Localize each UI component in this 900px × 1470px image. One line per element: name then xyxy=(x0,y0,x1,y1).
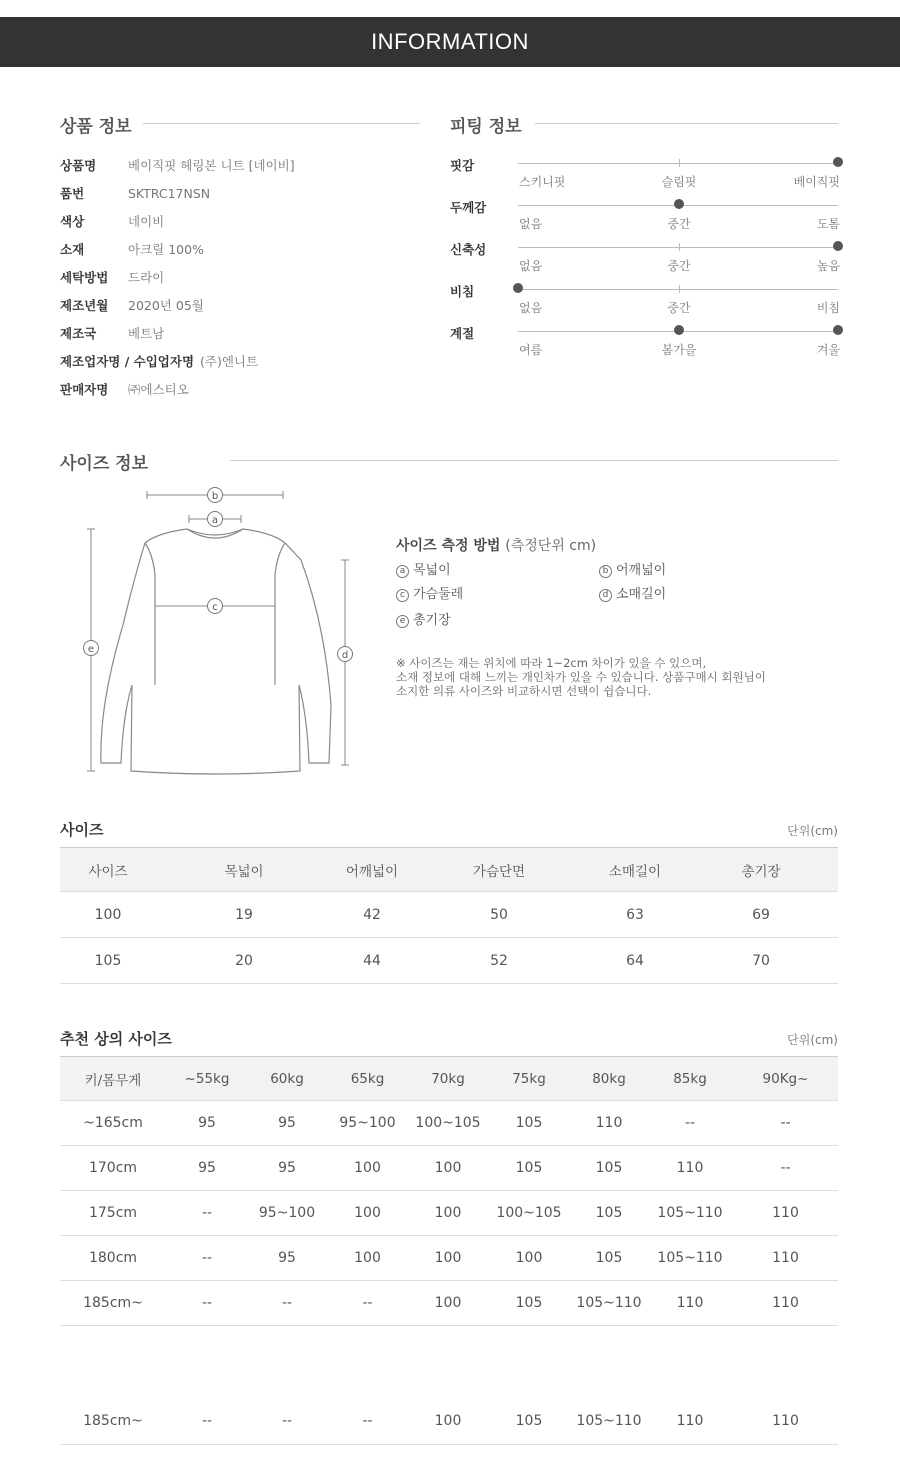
fitting-scale-track xyxy=(518,289,838,290)
table-header-cell: 총기장 xyxy=(684,848,838,892)
table-cell: 95~100 xyxy=(248,1191,326,1236)
table-header-cell: 목넓이 xyxy=(156,848,332,892)
table-cell: -- xyxy=(733,1101,838,1146)
table-header-cell: 어깨넓이 xyxy=(332,848,412,892)
table-cell: 185cm~ xyxy=(60,1398,166,1444)
table-header-cell: 키/몸무게 xyxy=(60,1057,166,1101)
shoulder-seam-left xyxy=(145,543,155,685)
fitting-row xyxy=(450,282,850,322)
garment-diagram xyxy=(75,485,375,785)
table-cell: -- xyxy=(326,1398,409,1444)
fitting-row xyxy=(450,156,850,196)
fitting-option-label: 중간 xyxy=(667,301,691,315)
table-cell: 105~110 xyxy=(647,1236,733,1281)
size-info-title: 사이즈 정보 xyxy=(60,454,149,474)
size-note-line: 소지한 의류 사이즈와 비교하시면 선택이 쉽습니다. xyxy=(396,684,652,698)
measure-item xyxy=(599,586,666,604)
measure-label: 목넓이 xyxy=(413,563,451,578)
size-table-header xyxy=(60,848,838,892)
table-cell: 110 xyxy=(647,1281,733,1326)
table-row xyxy=(60,1398,838,1444)
table-row xyxy=(60,938,838,984)
table-cell: 105~110 xyxy=(571,1281,647,1326)
rec-table-title: 추천 상의 사이즈 xyxy=(60,1030,172,1048)
measure-label: 총기장 xyxy=(413,613,451,628)
table-cell: 100 xyxy=(409,1146,487,1191)
recommend-table xyxy=(60,1056,838,1326)
fitting-option-label: 스키니핏 xyxy=(519,175,566,189)
fitting-option-label: 여름 xyxy=(519,343,543,357)
product-info-label: 제조업자명 / 수입업자명 xyxy=(60,354,195,369)
product-info-label: 색상 xyxy=(60,214,85,229)
table-header-cell: 60kg xyxy=(248,1057,326,1101)
table-cell: -- xyxy=(166,1281,248,1326)
table-row xyxy=(60,1101,838,1146)
banner-title: INFORMATION xyxy=(371,29,529,54)
fitting-option-label: 겨울 xyxy=(816,343,840,357)
fitting-marker xyxy=(833,241,843,251)
table-cell: 42 xyxy=(332,892,412,938)
product-info-label: 제조년월 xyxy=(60,298,109,313)
measure-item xyxy=(396,612,451,630)
fitting-option-label: 봄가을 xyxy=(661,343,697,357)
table-cell: 170cm xyxy=(60,1146,166,1191)
table-cell: 100 xyxy=(409,1191,487,1236)
product-info-value: SKTRC17NSN xyxy=(128,186,211,201)
table-header-cell: 85kg xyxy=(647,1057,733,1101)
product-info-row xyxy=(60,157,420,175)
fitting-scale-tick xyxy=(679,285,680,293)
product-info-value: 드라이 xyxy=(128,270,165,285)
table-cell: 185cm~ xyxy=(60,1281,166,1326)
fitting-option-label: 없음 xyxy=(519,301,543,315)
table-header-cell: 90Kg~ xyxy=(733,1057,838,1101)
table-cell: 100 xyxy=(326,1236,409,1281)
fitting-info-divider xyxy=(535,123,838,124)
table-cell: 105 xyxy=(571,1236,647,1281)
table-cell: 95 xyxy=(166,1146,248,1191)
table-header-cell: 70kg xyxy=(409,1057,487,1101)
fitting-info-title: 피팅 정보 xyxy=(450,117,522,137)
size-table-unit: 단위(cm) xyxy=(787,824,838,838)
product-info-row xyxy=(60,241,420,259)
product-info-value: 베트남 xyxy=(128,326,165,341)
measure-label: 어깨넓이 xyxy=(616,563,667,578)
table-cell: 95 xyxy=(248,1101,326,1146)
table-cell: 110 xyxy=(733,1281,838,1326)
diagram-letter-e: e xyxy=(87,644,95,655)
table-header-cell: 65kg xyxy=(326,1057,409,1101)
product-info-label: 소재 xyxy=(60,242,85,257)
diagram-letter-c: c xyxy=(212,602,218,613)
table-row xyxy=(60,892,838,938)
table-cell: -- xyxy=(326,1281,409,1326)
table-cell: 44 xyxy=(332,938,412,984)
table-cell: 110 xyxy=(647,1146,733,1191)
measure-letter-badge: b xyxy=(599,565,612,578)
table-cell: 100 xyxy=(60,892,156,938)
recommend-table-header xyxy=(60,1057,838,1101)
garment-outline xyxy=(101,529,331,774)
table-cell: 110 xyxy=(571,1101,647,1146)
measure-label: 소매길이 xyxy=(616,587,667,602)
table-row xyxy=(60,1191,838,1236)
table-cell: -- xyxy=(166,1398,248,1444)
table-cell: 63 xyxy=(586,892,684,938)
fitting-row xyxy=(450,240,850,280)
fitting-marker xyxy=(513,283,523,293)
table-cell: 105~110 xyxy=(571,1398,647,1444)
fitting-option-label: 비침 xyxy=(816,301,840,315)
table-cell: 100 xyxy=(326,1191,409,1236)
table-cell: -- xyxy=(733,1146,838,1191)
measure-label: 가슴둘레 xyxy=(413,587,464,602)
table-cell: 100~105 xyxy=(409,1101,487,1146)
table-cell: 95 xyxy=(248,1236,326,1281)
table-cell: 105 xyxy=(487,1146,571,1191)
information-banner xyxy=(0,17,900,67)
measure-letter-badge: c xyxy=(396,589,409,602)
fitting-option-label: 없음 xyxy=(519,259,543,273)
table-cell: -- xyxy=(647,1101,733,1146)
table-header-cell: 사이즈 xyxy=(60,848,156,892)
product-info-value: (주)엔니트 xyxy=(200,354,259,369)
product-info-label: 제조국 xyxy=(60,326,97,341)
table-row xyxy=(60,1281,838,1326)
table-cell: 105 xyxy=(571,1191,647,1236)
table-cell: 100~105 xyxy=(487,1191,571,1236)
table-cell: 100 xyxy=(487,1236,571,1281)
fitting-scale-track xyxy=(518,247,838,248)
fitting-option-label: 중간 xyxy=(667,217,691,231)
table-cell: 100 xyxy=(326,1146,409,1191)
product-info-divider xyxy=(143,123,420,124)
table-header-cell: ~55kg xyxy=(166,1057,248,1101)
table-cell: ~165cm xyxy=(60,1101,166,1146)
table-cell: 105 xyxy=(571,1146,647,1191)
table-cell: 175cm xyxy=(60,1191,166,1236)
size-note-line: ※ 사이즈는 재는 위치에 따라 1~2cm 차이가 있을 수 있으며, xyxy=(396,656,707,670)
product-info-row xyxy=(60,297,420,315)
table-row xyxy=(60,1146,838,1191)
fitting-scale-tick xyxy=(679,243,680,251)
size-note xyxy=(396,656,816,698)
table-cell: 95~100 xyxy=(326,1101,409,1146)
table-cell: -- xyxy=(166,1191,248,1236)
table-header-cell: 가슴단면 xyxy=(412,848,586,892)
diagram-letter-d: d xyxy=(341,650,349,661)
table-header-cell: 소매길이 xyxy=(586,848,684,892)
diagram-letter-a: a xyxy=(211,515,219,526)
fitting-marker xyxy=(674,325,684,335)
measure-item xyxy=(396,562,451,580)
table-cell: 100 xyxy=(409,1281,487,1326)
fitting-option-label: 높음 xyxy=(816,259,840,273)
fitting-row xyxy=(450,324,850,364)
table-cell: 95 xyxy=(166,1101,248,1146)
fitting-option-label: 없음 xyxy=(519,217,543,231)
table-header-cell: 75kg xyxy=(487,1057,571,1101)
measure-item xyxy=(396,586,463,604)
fitting-option-label: 도톰 xyxy=(816,217,840,231)
product-info-row xyxy=(60,269,420,287)
table-cell: 105~110 xyxy=(647,1191,733,1236)
product-info-value: 2020년 05월 xyxy=(128,298,204,313)
table-cell: 105 xyxy=(487,1281,571,1326)
product-info-value: 베이직핏 헤링본 니트 [네이비] xyxy=(128,158,295,173)
measure-letter-badge: e xyxy=(396,615,409,628)
fitting-option-label: 베이직핏 xyxy=(793,175,840,189)
fitting-label: 계절 xyxy=(450,326,475,341)
fitting-scale-track xyxy=(518,163,838,164)
product-info-row xyxy=(60,381,420,399)
table-cell: 95 xyxy=(248,1146,326,1191)
size-table xyxy=(60,847,838,984)
product-info-value: ㈜에스티오 xyxy=(128,382,189,397)
fitting-marker xyxy=(833,157,843,167)
table-cell: 180cm xyxy=(60,1236,166,1281)
shoulder-seam-right xyxy=(275,543,285,685)
table-cell: 52 xyxy=(412,938,586,984)
table-cell: 105 xyxy=(487,1398,571,1444)
fitting-label: 신축성 xyxy=(450,242,487,257)
diagram-letter-b: b xyxy=(211,491,219,502)
product-info-value: 아크릴 100% xyxy=(128,242,204,257)
fitting-scale-tick xyxy=(679,159,680,167)
table-cell: 110 xyxy=(733,1236,838,1281)
table-cell: 64 xyxy=(586,938,684,984)
product-info-label: 판매자명 xyxy=(60,382,109,397)
table-cell: -- xyxy=(248,1281,326,1326)
product-info-row xyxy=(60,325,420,343)
product-info-label: 세탁방법 xyxy=(60,270,109,285)
table-cell: -- xyxy=(248,1398,326,1444)
fitting-label: 비침 xyxy=(450,284,475,299)
fitting-option-label: 중간 xyxy=(667,259,691,273)
product-info-row xyxy=(60,213,420,231)
table-cell: 100 xyxy=(409,1236,487,1281)
table-cell: 105 xyxy=(60,938,156,984)
measure-method-label: 사이즈 측정 방법 xyxy=(396,538,501,554)
table-cell: 105 xyxy=(487,1101,571,1146)
fitting-marker xyxy=(833,325,843,335)
measure-method-unit: (측정단위 cm) xyxy=(505,538,597,554)
measure-letter-badge: a xyxy=(396,565,409,578)
fitting-marker xyxy=(674,199,684,209)
table-cell: 69 xyxy=(684,892,838,938)
table-cell: 110 xyxy=(733,1398,838,1444)
table-cell: 20 xyxy=(156,938,332,984)
table-cell: 19 xyxy=(156,892,332,938)
product-info-label: 상품명 xyxy=(60,158,97,173)
fitting-label: 두께감 xyxy=(450,200,487,215)
table-cell: 110 xyxy=(647,1398,733,1444)
size-table-title: 사이즈 xyxy=(60,821,104,839)
fitting-option-label: 슬림핏 xyxy=(661,175,697,189)
product-info-value: 네이비 xyxy=(128,214,165,229)
table-cell: 110 xyxy=(733,1191,838,1236)
fitting-label: 핏감 xyxy=(450,158,475,173)
size-note-line: 소재 정보에 대해 느끼는 개인차가 있을 수 있습니다. 상품구매시 회원님이 xyxy=(396,670,766,684)
measure-item xyxy=(599,562,666,580)
rec-table-unit: 단위(cm) xyxy=(787,1033,838,1047)
table-cell: -- xyxy=(166,1236,248,1281)
product-info-row xyxy=(60,353,420,371)
measure-method-title xyxy=(396,535,596,555)
table-cell: 50 xyxy=(412,892,586,938)
size-info-divider xyxy=(230,460,838,461)
recommend-table-extra xyxy=(60,1398,838,1445)
table-cell: 100 xyxy=(409,1398,487,1444)
table-cell: 70 xyxy=(684,938,838,984)
product-info-title: 상품 정보 xyxy=(60,117,132,137)
table-header-cell: 80kg xyxy=(571,1057,647,1101)
measure-letter-badge: d xyxy=(599,589,612,602)
product-info-row xyxy=(60,185,420,203)
table-row xyxy=(60,1236,838,1281)
fitting-row xyxy=(450,198,850,238)
product-info-label: 품번 xyxy=(60,186,85,201)
